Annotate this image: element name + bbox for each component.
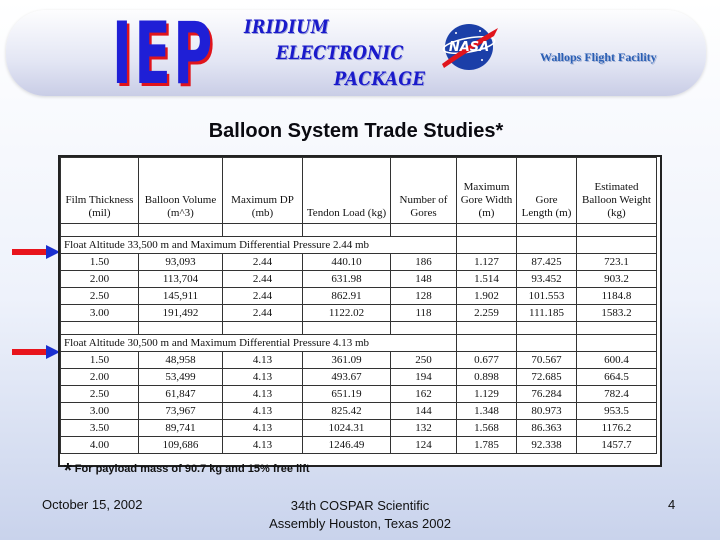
section-arrow-icon <box>12 345 60 359</box>
section-heading: Float Altitude 33,500 m and Maximum Differential Pressure 2.44 mb <box>61 237 457 254</box>
empty-cell <box>577 335 657 352</box>
table-cell: 113,704 <box>139 271 223 288</box>
table-cell: 493.67 <box>303 369 391 386</box>
page-number: 4 <box>668 497 676 512</box>
empty-cell <box>457 322 517 335</box>
empty-cell <box>303 224 391 237</box>
table-cell: 2.44 <box>223 288 303 305</box>
facility-label: Wallops Flight Facility <box>540 50 657 64</box>
table-cell: 118 <box>391 305 457 322</box>
empty-cell <box>61 322 139 335</box>
wordmark-line-2: ELECTRONIC <box>276 42 404 64</box>
table-row <box>61 288 657 305</box>
empty-cell <box>223 224 303 237</box>
empty-cell <box>517 237 577 254</box>
table-cell: 111.185 <box>517 305 577 322</box>
table-cell: 101.553 <box>517 288 577 305</box>
table-row <box>61 369 657 386</box>
wordmark-line-1: IRIDIUM <box>244 16 330 38</box>
empty-cell <box>517 224 577 237</box>
column-header: Gore Length (m) <box>517 158 577 224</box>
table-row <box>61 420 657 437</box>
table-cell: 144 <box>391 403 457 420</box>
column-header: Number of Gores <box>391 158 457 224</box>
column-header: Estimated Balloon Weight (kg) <box>577 158 657 224</box>
table-cell: 782.4 <box>577 386 657 403</box>
table-cell: 93.452 <box>517 271 577 288</box>
table-cell: 1246.49 <box>303 437 391 454</box>
table-cell: 73,967 <box>139 403 223 420</box>
nasa-logo-icon <box>436 20 502 74</box>
table-cell: 903.2 <box>577 271 657 288</box>
table-cell: 124 <box>391 437 457 454</box>
wordmark-line-3: PACKAGE <box>334 68 426 90</box>
table-cell: 148 <box>391 271 457 288</box>
table-cell: 162 <box>391 386 457 403</box>
footer-date: October 15, 2002 <box>42 497 143 512</box>
empty-cell <box>517 335 577 352</box>
table-row <box>61 305 657 322</box>
table-cell: 953.5 <box>577 403 657 420</box>
table-row <box>61 352 657 369</box>
table-row <box>61 254 657 271</box>
empty-cell <box>457 237 517 254</box>
footnote-marker: * <box>64 460 72 482</box>
table-cell: 0.898 <box>457 369 517 386</box>
table-cell: 3.50 <box>61 420 139 437</box>
table-cell: 4.13 <box>223 352 303 369</box>
table-cell: 92.338 <box>517 437 577 454</box>
table-body <box>61 224 657 454</box>
table-cell: 361.09 <box>303 352 391 369</box>
table-cell: 86.363 <box>517 420 577 437</box>
table-cell: 128 <box>391 288 457 305</box>
table-cell: 1.129 <box>457 386 517 403</box>
section-arrow-icon <box>12 245 60 259</box>
table-row <box>61 386 657 403</box>
empty-cell <box>223 322 303 335</box>
table-cell: 4.13 <box>223 403 303 420</box>
table-cell: 3.00 <box>61 403 139 420</box>
table-cell: 61,847 <box>139 386 223 403</box>
column-header: Balloon Volume (m^3) <box>139 158 223 224</box>
table-cell: 1.568 <box>457 420 517 437</box>
table-cell: 4.00 <box>61 437 139 454</box>
table-cell: 1122.02 <box>303 305 391 322</box>
table-cell: 600.4 <box>577 352 657 369</box>
table-cell: 4.13 <box>223 437 303 454</box>
iep-logo: IEP <box>112 4 215 104</box>
table-cell: 723.1 <box>577 254 657 271</box>
table-header-row <box>61 158 657 224</box>
empty-cell <box>391 322 457 335</box>
empty-cell <box>391 224 457 237</box>
section-heading-row <box>61 335 657 352</box>
table-cell: 825.42 <box>303 403 391 420</box>
column-header: Maximum Gore Width (m) <box>457 158 517 224</box>
table-cell: 1.785 <box>457 437 517 454</box>
table-cell: 1.50 <box>61 254 139 271</box>
empty-cell <box>61 224 139 237</box>
section-heading: Float Altitude 30,500 m and Maximum Differential Pressure 4.13 mb <box>61 335 457 352</box>
table-cell: 1.50 <box>61 352 139 369</box>
footer-conference-line-1: 34th COSPAR Scientific <box>290 498 430 513</box>
table-cell: 1.902 <box>457 288 517 305</box>
table-cell: 132 <box>391 420 457 437</box>
empty-cell <box>577 224 657 237</box>
table-cell: 145,911 <box>139 288 223 305</box>
table-cell: 1.348 <box>457 403 517 420</box>
table-cell: 87.425 <box>517 254 577 271</box>
table-cell: 1457.7 <box>577 437 657 454</box>
empty-cell <box>457 224 517 237</box>
empty-cell <box>139 322 223 335</box>
table-cell: 2.44 <box>223 305 303 322</box>
table-cell: 4.13 <box>223 386 303 403</box>
table-cell: 80.973 <box>517 403 577 420</box>
table-cell: 2.44 <box>223 254 303 271</box>
table-cell: 250 <box>391 352 457 369</box>
table-cell: 93,093 <box>139 254 223 271</box>
column-header: Maximum DP (mb) <box>223 158 303 224</box>
footer-conference <box>240 497 480 533</box>
table-cell: 76.284 <box>517 386 577 403</box>
table-cell: 48,958 <box>139 352 223 369</box>
table-cell: 186 <box>391 254 457 271</box>
separator-row <box>61 322 657 335</box>
table-row <box>61 271 657 288</box>
table-cell: 2.00 <box>61 271 139 288</box>
table-cell: 2.50 <box>61 386 139 403</box>
footer-conference-line-2: Assembly Houston, Texas 2002 <box>269 516 451 531</box>
table-cell: 53,499 <box>139 369 223 386</box>
footnote-text: For payload mass of 90.7 kg and 15% free lift <box>74 463 310 475</box>
table-cell: 1184.8 <box>577 288 657 305</box>
table-cell: 1.127 <box>457 254 517 271</box>
table-cell: 1024.31 <box>303 420 391 437</box>
table-cell: 72.685 <box>517 369 577 386</box>
table-cell: 862.91 <box>303 288 391 305</box>
table-cell: 3.00 <box>61 305 139 322</box>
separator-row <box>61 224 657 237</box>
empty-cell <box>577 322 657 335</box>
table-cell: 2.44 <box>223 271 303 288</box>
nasa-logo-text: NASA <box>448 40 490 55</box>
table-cell: 664.5 <box>577 369 657 386</box>
table-cell: 4.13 <box>223 420 303 437</box>
table-cell: 191,492 <box>139 305 223 322</box>
section-heading-row <box>61 237 657 254</box>
slide-title: Balloon System Trade Studies* <box>208 120 504 142</box>
empty-cell <box>517 322 577 335</box>
empty-cell <box>577 237 657 254</box>
empty-cell <box>303 322 391 335</box>
table-cell: 0.677 <box>457 352 517 369</box>
column-header: Film Thickness (mil) <box>61 158 139 224</box>
empty-cell <box>457 335 517 352</box>
table-cell: 1583.2 <box>577 305 657 322</box>
footnote <box>64 460 310 483</box>
table-cell: 651.19 <box>303 386 391 403</box>
table-cell: 440.10 <box>303 254 391 271</box>
table-cell: 194 <box>391 369 457 386</box>
table-cell: 2.259 <box>457 305 517 322</box>
table-cell: 109,686 <box>139 437 223 454</box>
table-row <box>61 403 657 420</box>
table-cell: 4.13 <box>223 369 303 386</box>
table-cell: 2.50 <box>61 288 139 305</box>
table-cell: 2.00 <box>61 369 139 386</box>
table-cell: 1176.2 <box>577 420 657 437</box>
empty-cell <box>139 224 223 237</box>
table-cell: 631.98 <box>303 271 391 288</box>
trade-study-table <box>58 155 662 467</box>
table-cell: 70.567 <box>517 352 577 369</box>
table-cell: 89,741 <box>139 420 223 437</box>
column-header: Tendon Load (kg) <box>303 158 391 224</box>
table-cell: 1.514 <box>457 271 517 288</box>
table-row <box>61 437 657 454</box>
